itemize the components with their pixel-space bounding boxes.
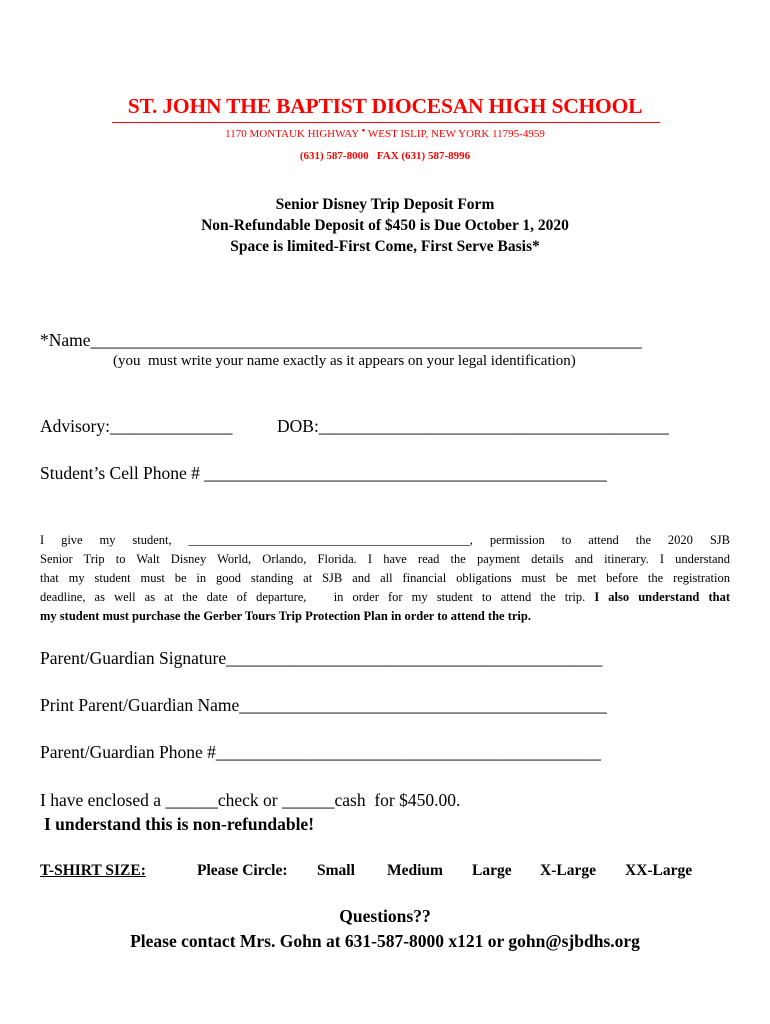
size-option-medium[interactable]: Medium bbox=[387, 862, 443, 879]
size-option-small[interactable]: Small bbox=[317, 862, 355, 879]
address-bullet: • bbox=[361, 125, 366, 137]
permission-line-text: deadline, as well as at the date of departure, in order for my student to attend the trip. bbox=[40, 590, 595, 604]
parent-print-name-field[interactable]: Print Parent/Guardian Name__________________________________________ bbox=[40, 695, 607, 715]
permission-line bbox=[40, 588, 730, 607]
address-street: 1170 MONTAUK HIGHWAY bbox=[225, 128, 359, 140]
size-option-xx-large[interactable]: XX-Large bbox=[625, 862, 693, 879]
permission-paragraph bbox=[40, 531, 730, 626]
tshirt-size-label: T-SHIRT SIZE: bbox=[40, 862, 146, 879]
payment-enclosed-field[interactable]: I have enclosed a ______check or ______cash for $450.00. bbox=[40, 790, 461, 810]
non-refundable-statement: I understand this is non-refundable! bbox=[44, 814, 315, 834]
contact-line: Please contact Mrs. Gohn at 631-587-8000 x121 or gohn@sjbdhs.org bbox=[130, 931, 640, 951]
parent-signature-field[interactable]: Parent/Guardian Signature___________________________________________ bbox=[40, 648, 603, 668]
header-divider bbox=[112, 122, 660, 123]
questions-heading: Questions?? bbox=[339, 906, 431, 926]
dob-field[interactable]: DOB:________________________________________ bbox=[277, 416, 669, 436]
space-limited-line: Space is limited-First Come, First Serve Basis* bbox=[230, 238, 540, 255]
student-cell-phone-field[interactable]: Student’s Cell Phone # ______________________________________________ bbox=[40, 463, 607, 483]
advisory-field[interactable]: Advisory:______________ bbox=[40, 416, 233, 436]
deposit-due-line: Non-Refundable Deposit of $450 is Due October 1, 2020 bbox=[201, 217, 569, 234]
school-name: ST. JOHN THE BAPTIST DIOCESAN HIGH SCHOOL bbox=[127, 94, 643, 118]
name-note: (you must write your name exactly as it appears on your legal identification) bbox=[113, 353, 576, 369]
permission-line: I give my student, _____________________________________________, permission to attend the 2020 SJB bbox=[40, 533, 730, 547]
please-circle-label: Please Circle: bbox=[197, 862, 288, 879]
permission-line: that my student must be in good standing at SJB and all financial obligations must be met before the registration bbox=[40, 571, 730, 585]
trip-protection-statement: my student must purchase the Gerber Tours Trip Protection Plan in order to attend the trip. bbox=[40, 609, 531, 623]
parent-phone-field[interactable]: Parent/Guardian Phone #____________________________________________ bbox=[40, 742, 601, 762]
size-option-large[interactable]: Large bbox=[472, 862, 512, 879]
address-city: WEST ISLIP, NEW YORK 11795-4959 bbox=[367, 128, 545, 140]
name-field[interactable]: *Name_______________________________________________________________ bbox=[40, 330, 642, 350]
school-phone-fax: (631) 587-8000 FAX (631) 587-8996 bbox=[299, 150, 471, 162]
size-option-x-large[interactable]: X-Large bbox=[540, 862, 596, 879]
school-address bbox=[0, 125, 770, 140]
form-title: Senior Disney Trip Deposit Form bbox=[275, 196, 495, 213]
permission-line: Senior Trip to Walt Disney World, Orlando, Florida. I have read the payment details and itinerary. I understand bbox=[40, 552, 730, 566]
permission-bold-text: I also understand that bbox=[594, 590, 730, 604]
